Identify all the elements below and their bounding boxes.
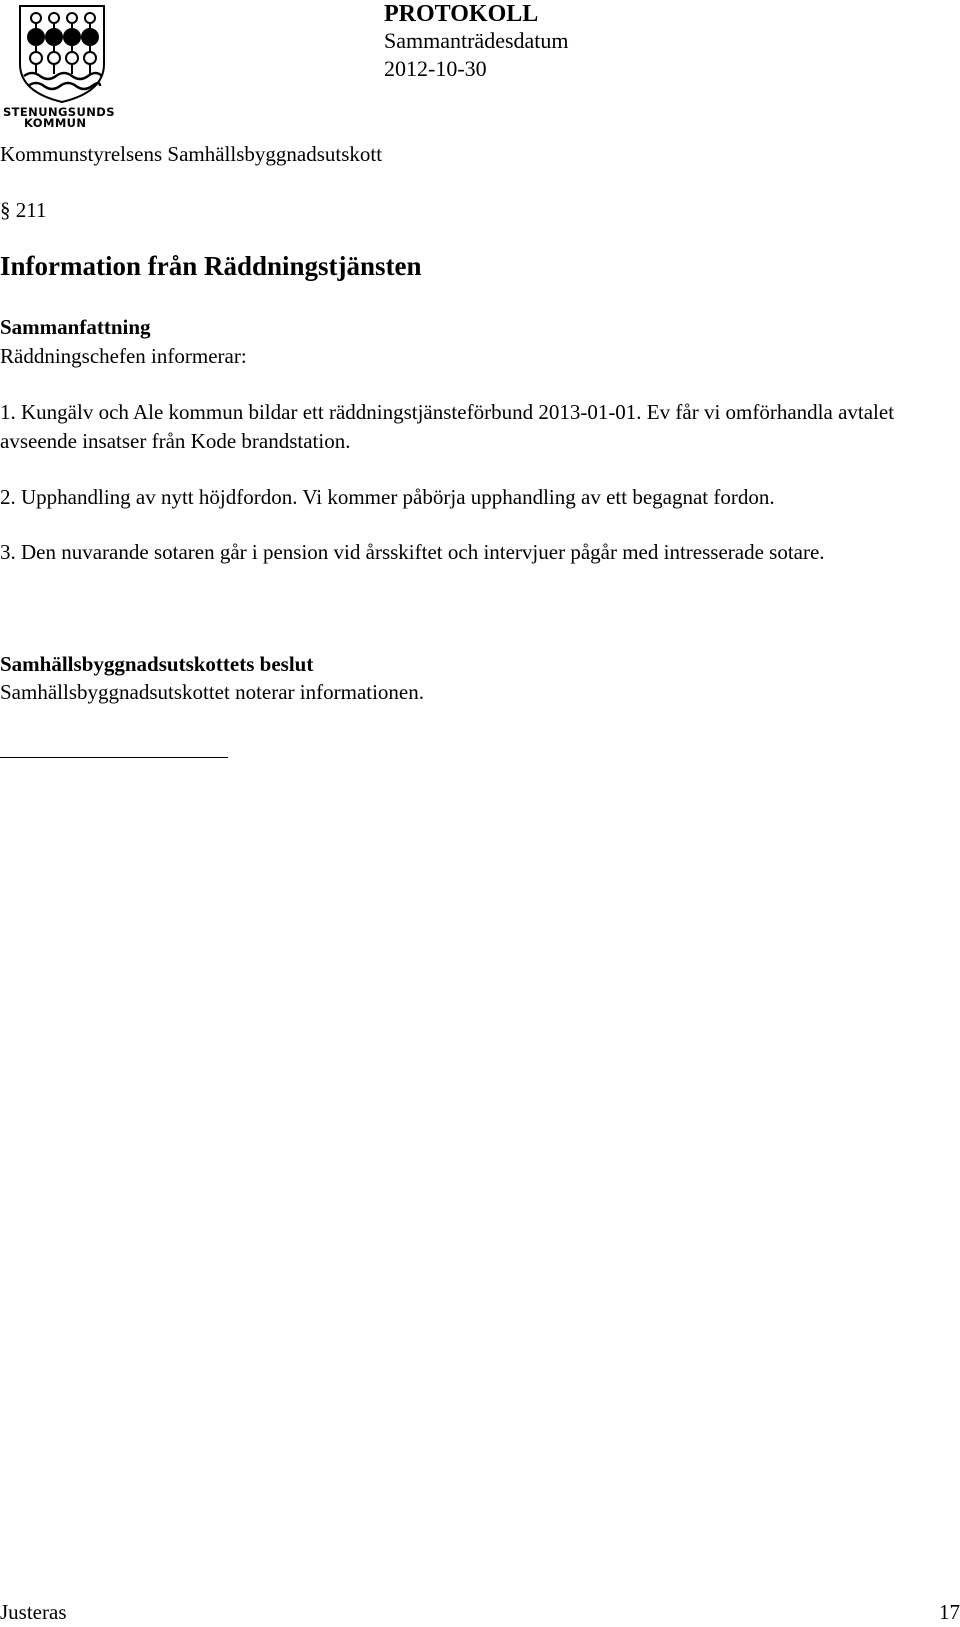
summary-item-2: 2. Upphandling av nytt höjdfordon. Vi kommer påbörja upphandling av ett begagnat fordon. <box>0 485 775 509</box>
summary-heading: Sammanfattning <box>0 315 151 339</box>
meeting-date-value: 2012-10-30 <box>384 56 487 81</box>
municipality-logo <box>2 4 120 128</box>
page-number: 17 <box>939 1600 960 1624</box>
committee-name: Kommunstyrelsens Samhällsbyggnadsutskott <box>0 142 383 166</box>
document-type: PROTOKOLL <box>384 1 539 27</box>
summary-item-3: 3. Den nuvarande sotaren går i pension vid årsskiftet och intervjuer pågår med intresserade sotare. <box>0 540 825 564</box>
svg-text:KOMMUN: KOMMUN <box>24 116 87 128</box>
item-title: Information från Räddningstjänsten <box>0 251 422 281</box>
summary-intro: Räddningschefen informerar: <box>0 344 247 368</box>
meeting-date-label: Sammanträdesdatum <box>384 28 569 53</box>
section-reference <box>0 196 46 225</box>
svg-text:STENUNGSUNDS: STENUNGSUNDS <box>3 105 115 119</box>
signature-divider <box>0 757 228 758</box>
decision-text: Samhällsbyggnadsutskottet noterar informationen. <box>0 680 424 704</box>
section-symbol: § <box>0 198 11 222</box>
decision-heading: Samhällsbyggnadsutskottets beslut <box>0 652 314 676</box>
section-number: 211 <box>15 198 47 222</box>
summary-item-1: 1. Kungälv och Ale kommun bildar ett räddningstjänsteförbund 2013-01-01. Ev får vi omförhandla avtalet avseende insatser från Kode brandstation. <box>0 400 895 453</box>
footer-justeras: Justeras <box>0 1600 67 1624</box>
